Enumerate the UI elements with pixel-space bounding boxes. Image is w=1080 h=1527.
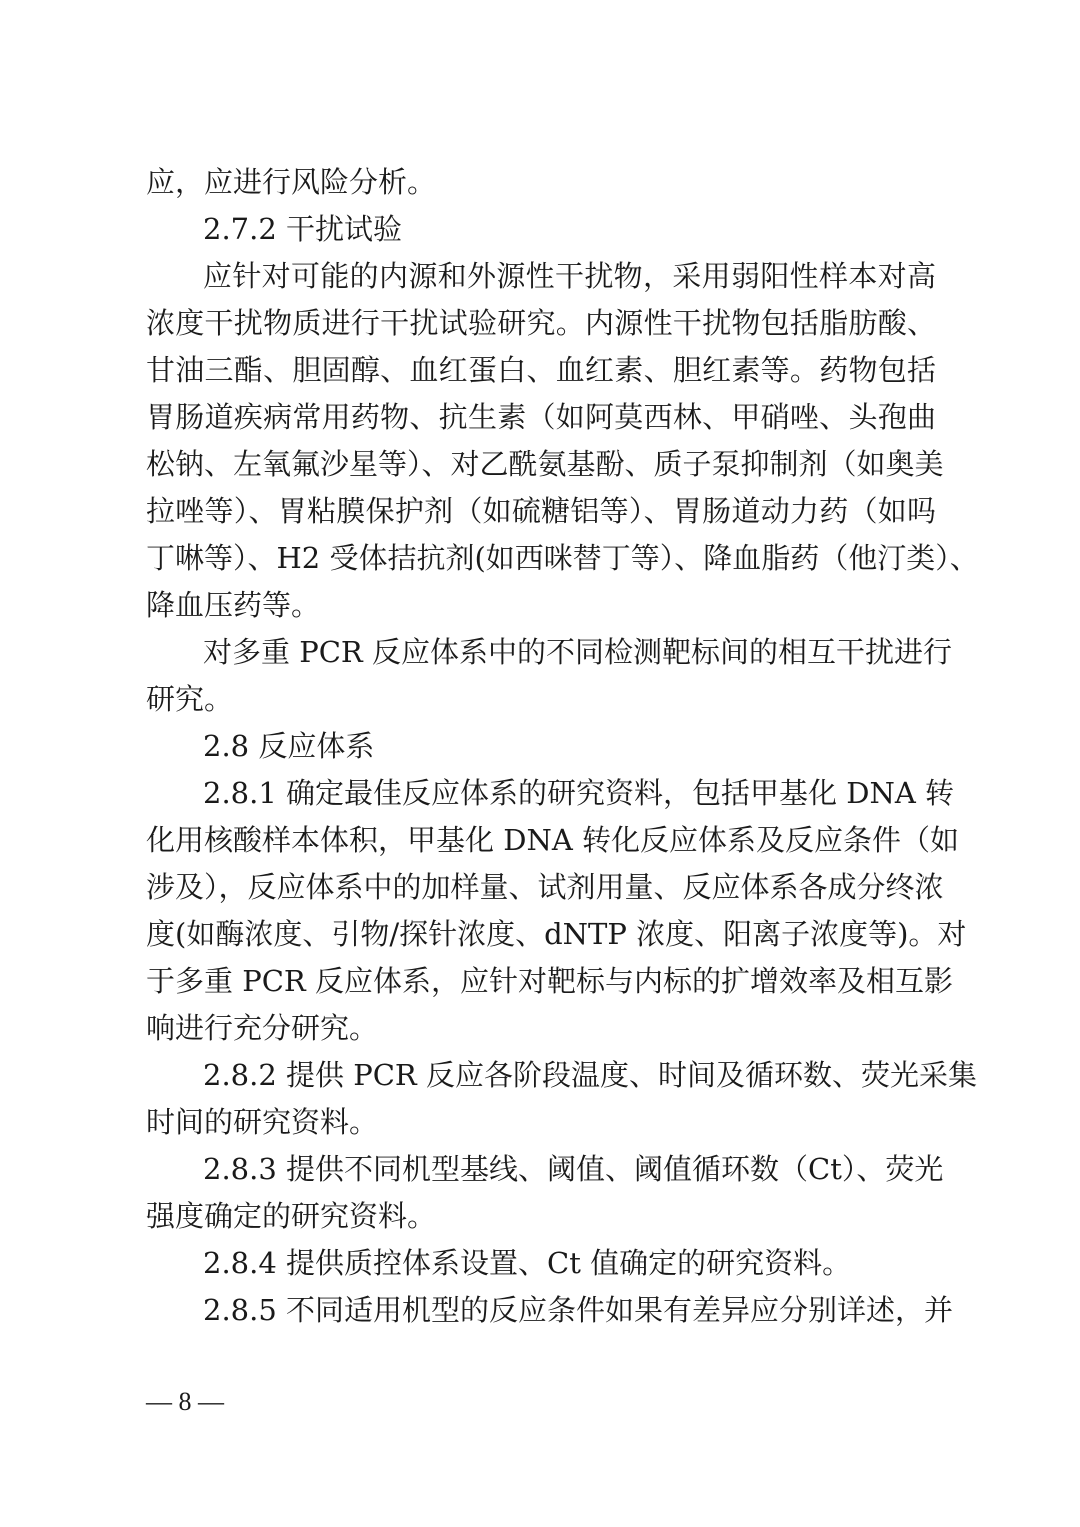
text-line-24: 2.8.4 提供质控体系设置、Ct 值确定的研究资料。 (203, 1246, 852, 1280)
text-line-11: 对多重 PCR 反应体系中的不同检测靶标间的相互干扰进行 (203, 635, 952, 669)
text-line-9: 丁啉等）、H2 受体拮抗剂(如西咪替丁等）、降血脂药（他汀类）、 (146, 541, 979, 575)
section-heading-2-8: 2.8 反应体系 (203, 729, 375, 763)
text-line-6: 胃肠道疾病常用药物、抗生素（如阿莫西林、甲硝唑、头孢曲 (146, 400, 936, 434)
text-line-18: 于多重 PCR 反应体系，应针对靶标与内标的扩增效率及相互影 (146, 964, 953, 998)
text-line-22: 2.8.3 提供不同机型基线、阈值、阈值循环数（Ct）、荧光 (203, 1152, 944, 1186)
text-line-15: 化用核酸样本体积，甲基化 DNA 转化反应体系及反应条件（如 (146, 823, 960, 857)
text-line-25: 2.8.5 不同适用机型的反应条件如果有差异应分别详述，并 (203, 1293, 954, 1327)
text-line-21: 时间的研究资料。 (146, 1105, 379, 1139)
text-line-8: 拉唑等）、胃粘膜保护剂（如硫糖铝等）、胃肠道动力药（如吗 (146, 494, 936, 528)
text-line-20: 2.8.2 提供 PCR 反应各阶段温度、时间及循环数、荧光采集 (203, 1058, 977, 1092)
text-line-12: 研究。 (146, 682, 234, 716)
text-line-1: 应，应进行风险分析。 (146, 165, 437, 199)
section-heading-2-7-2: 2.7.2 干扰试验 (203, 212, 403, 246)
text-line-3: 应针对可能的内源和外源性干扰物，采用弱阳性样本对高 (203, 259, 936, 293)
text-line-23: 强度确定的研究资料。 (146, 1199, 437, 1233)
text-line-19: 响进行充分研究。 (146, 1011, 379, 1045)
text-line-7: 松钠、左氧氟沙星等）、对乙酰氨基酚、质子泵抑制剂（如奥美 (146, 447, 944, 481)
page-number: — 8 — (146, 1387, 224, 1416)
text-line-16: 涉及），反应体系中的加样量、试剂用量、反应体系各成分终浓 (146, 870, 944, 904)
text-line-4: 浓度干扰物质进行干扰试验研究。内源性干扰物包括脂肪酸、 (146, 306, 936, 340)
text-line-5: 甘油三酯、胆固醇、血红蛋白、血红素、胆红素等。药物包括 (146, 353, 936, 387)
text-line-10: 降血压药等。 (146, 588, 321, 622)
text-line-17: 度(如酶浓度、引物/探针浓度、dNTP 浓度、阳离子浓度等)。对 (146, 917, 967, 951)
text-line-14: 2.8.1 确定最佳反应体系的研究资料，包括甲基化 DNA 转 (203, 776, 955, 810)
